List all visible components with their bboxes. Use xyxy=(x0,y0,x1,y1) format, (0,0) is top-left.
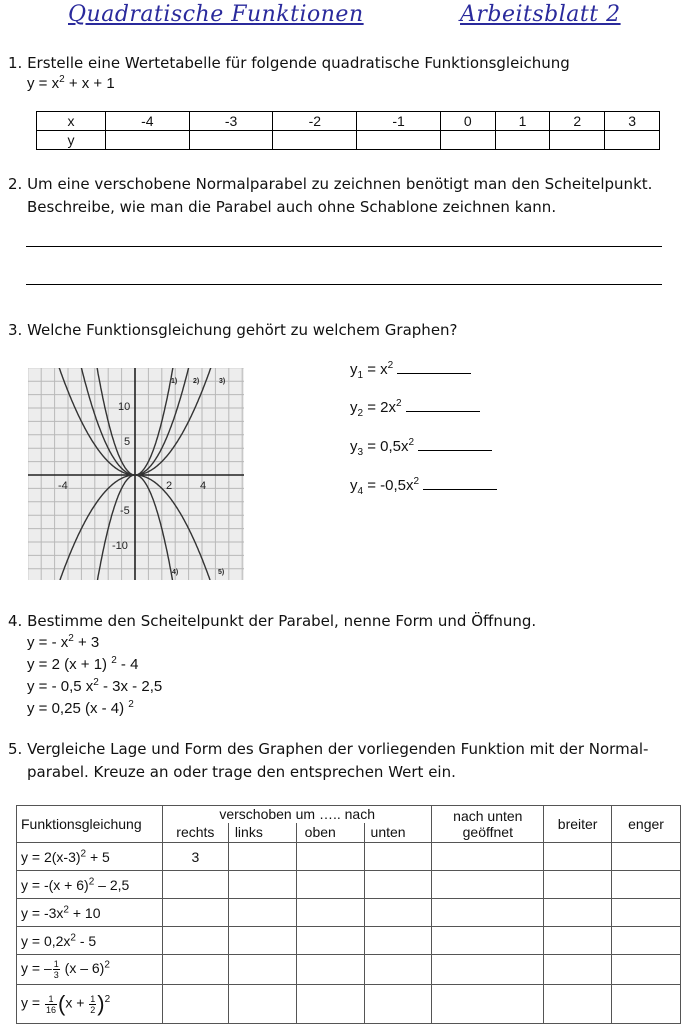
value-table xyxy=(36,111,660,150)
curve-label: 1) xyxy=(171,378,178,385)
x-tick-label: -4 xyxy=(58,480,68,492)
table-cell-x: 1 xyxy=(495,112,550,131)
q4-equation-4: y = 0,25 (x - 4) $^2$ xyxy=(27,699,134,717)
table-cell-x: -1 xyxy=(357,112,441,131)
q5-line1: 5. Vergleiche Lage und Form des Graphen der vorliegenden Funktion mit der Normal- xyxy=(8,740,649,758)
cell-oben[interactable] xyxy=(296,985,364,1024)
q2-line2: Beschreibe, wie man die Parabel auch ohne Schablone zeichnen kann. xyxy=(27,198,557,216)
cell-breiter[interactable] xyxy=(544,955,612,985)
worksheet-title xyxy=(0,2,688,34)
header-funktionsgleichung: Funktionsgleichung xyxy=(17,806,163,843)
table-cell-y[interactable] xyxy=(495,131,550,150)
q3-equation-2: $y_2 = 2x^2$ xyxy=(350,397,480,425)
cell-unten[interactable] xyxy=(364,985,432,1024)
cell-enger[interactable] xyxy=(612,955,681,985)
fraction: $\frac{1}{2}$ xyxy=(90,993,96,1015)
y-tick-label: 10 xyxy=(118,401,131,413)
table-cell-y[interactable] xyxy=(106,131,190,150)
cell-breiter[interactable] xyxy=(544,927,612,955)
table-row-x xyxy=(37,112,660,131)
cell-links[interactable] xyxy=(228,899,296,927)
answer-line-1[interactable] xyxy=(26,246,662,247)
y-tick-label: -5 xyxy=(120,505,130,517)
q4-equation-3: y = - 0,5 $x^2 - 3x - 2,5$ xyxy=(27,677,163,695)
cell-nach-unten[interactable] xyxy=(432,871,544,899)
table-row xyxy=(17,985,681,1024)
row-equation: y = – $\frac{1}{3}$ (x – 6)$^2$ xyxy=(17,955,163,985)
y-tick-label: 5 xyxy=(124,436,131,448)
q4-text: 4. Bestimme den Scheitelpunkt der Parabel, nenne Form und Öffnung. xyxy=(8,612,537,630)
fraction: $\frac{1}{16}$ xyxy=(45,993,56,1015)
answer-line-2[interactable] xyxy=(26,284,662,285)
table-row xyxy=(17,899,681,927)
cell-unten[interactable] xyxy=(364,871,432,899)
cell-breiter[interactable] xyxy=(544,985,612,1024)
header-rechts: rechts xyxy=(162,823,228,843)
title-sheet: Arbeitsblatt 2 xyxy=(460,2,621,27)
answer-blank[interactable] xyxy=(423,475,497,490)
cell-enger[interactable] xyxy=(612,985,681,1024)
q1-equation: $y = x^2 + x + 1$ xyxy=(27,74,115,92)
table-cell-x: -2 xyxy=(273,112,357,131)
table-cell-x: 3 xyxy=(605,112,660,131)
q2-line1: 2. Um eine verschobene Normalparabel zu zeichnen benötigt man den Scheitelpunkt. xyxy=(8,175,653,193)
cell-rechts[interactable] xyxy=(162,927,228,955)
graph-background xyxy=(28,368,244,580)
table-header-y: y xyxy=(37,131,106,150)
comparison-table xyxy=(16,805,681,1024)
cell-unten[interactable] xyxy=(364,899,432,927)
row-equation: $y = -(x + 6)^2 - 2,5$ xyxy=(17,871,163,899)
cell-rechts[interactable] xyxy=(162,985,228,1024)
fraction: $\frac{1}{3}$ xyxy=(53,959,59,980)
cell-enger[interactable] xyxy=(612,927,681,955)
header-verschoben: verschoben um ….. nach xyxy=(162,806,432,823)
cell-links[interactable] xyxy=(228,955,296,985)
table-cell-x: 0 xyxy=(440,112,495,131)
table-row xyxy=(17,955,681,985)
header-breiter: breiter xyxy=(544,806,612,843)
cell-links[interactable] xyxy=(228,843,296,871)
x-tick-label: 4 xyxy=(200,480,207,492)
answer-blank[interactable] xyxy=(397,359,471,374)
cell-oben[interactable] xyxy=(296,955,364,985)
q5-line2: parabel. Kreuze an oder trage den entsprechen Wert ein. xyxy=(27,763,456,781)
table-cell-x: -3 xyxy=(189,112,273,131)
answer-blank[interactable] xyxy=(406,397,480,412)
cell-oben[interactable] xyxy=(296,843,364,871)
row-equation: y = $\frac{1}{16}$ (x + $\frac{1}{2}$ )$^2$ xyxy=(17,985,163,1024)
cell-nach-unten[interactable] xyxy=(432,955,544,985)
header-unten: unten xyxy=(364,823,432,843)
cell-nach-unten[interactable] xyxy=(432,843,544,871)
q3-equation-1: $y_1 = x^2$ xyxy=(350,359,471,387)
row-equation: $y = 0,2x^2 - 5$ xyxy=(17,927,163,955)
header-links: links xyxy=(228,823,296,843)
table-cell-y[interactable] xyxy=(440,131,495,150)
cell-nach-unten[interactable] xyxy=(432,927,544,955)
table-row xyxy=(17,871,681,899)
table-cell-y[interactable] xyxy=(189,131,273,150)
table-cell-y[interactable] xyxy=(550,131,605,150)
cell-rechts[interactable] xyxy=(162,899,228,927)
q4-equation-1: y = - $x^2 + 3$ xyxy=(27,633,100,651)
cell-rechts[interactable] xyxy=(162,871,228,899)
table-cell-x: 2 xyxy=(550,112,605,131)
q1-text: 1. Erstelle eine Wertetabelle für folgende quadratische Funktionsgleichung xyxy=(8,54,570,72)
cell-links[interactable] xyxy=(228,985,296,1024)
q3-equation-3: $y_3 = 0,5x^2$ xyxy=(350,436,492,464)
cell-breiter[interactable] xyxy=(544,843,612,871)
cell-enger[interactable] xyxy=(612,871,681,899)
cell-unten[interactable] xyxy=(364,843,432,871)
table-cell-y[interactable] xyxy=(273,131,357,150)
q3-equation-4: $y_4 = -0,5x^2$ xyxy=(350,475,497,503)
y-tick-label: -10 xyxy=(112,540,128,552)
cell-links[interactable] xyxy=(228,871,296,899)
table-header-row xyxy=(17,806,681,823)
cell-links[interactable] xyxy=(228,927,296,955)
cell-rechts[interactable] xyxy=(162,955,228,985)
table-cell-y[interactable] xyxy=(357,131,441,150)
cell-oben[interactable] xyxy=(296,927,364,955)
cell-oben[interactable] xyxy=(296,871,364,899)
q3-text: 3. Welche Funktionsgleichung gehört zu welchem Graphen? xyxy=(8,321,458,339)
cell-unten[interactable] xyxy=(364,955,432,985)
table-row xyxy=(17,927,681,955)
x-tick-label: 2 xyxy=(166,480,173,492)
header-nach-unten: nach unten geöffnet xyxy=(432,806,544,843)
curve-label: 3) xyxy=(219,378,226,385)
q4-equation-2: y = 2 (x + 1) $^2$ - 4 xyxy=(27,655,139,673)
row-equation: $y = -3x^2 + 10$ xyxy=(17,899,163,927)
curve-label: 2) xyxy=(193,378,200,385)
header-oben: oben xyxy=(296,823,364,843)
header-enger: enger xyxy=(612,806,681,843)
parabola-graph xyxy=(28,368,244,580)
cell-oben[interactable] xyxy=(296,899,364,927)
table-cell-y[interactable] xyxy=(605,131,660,150)
curve-label: 4) xyxy=(172,569,179,576)
cell-rechts[interactable]: 3 xyxy=(162,843,228,871)
table-cell-x: -4 xyxy=(106,112,190,131)
table-row-y xyxy=(37,131,660,150)
cell-unten[interactable] xyxy=(364,927,432,955)
cell-nach-unten[interactable] xyxy=(432,985,544,1024)
cell-enger[interactable] xyxy=(612,843,681,871)
cell-breiter[interactable] xyxy=(544,899,612,927)
cell-enger[interactable] xyxy=(612,899,681,927)
cell-breiter[interactable] xyxy=(544,871,612,899)
answer-blank[interactable] xyxy=(418,436,492,451)
title-topic: Quadratische Funktionen xyxy=(68,2,364,27)
table-header-x: x xyxy=(37,112,106,131)
cell-nach-unten[interactable] xyxy=(432,899,544,927)
row-equation: $y = 2(x-3)^2 + 5$ xyxy=(17,843,163,871)
table-row xyxy=(17,843,681,871)
curve-label: 5) xyxy=(218,569,225,576)
